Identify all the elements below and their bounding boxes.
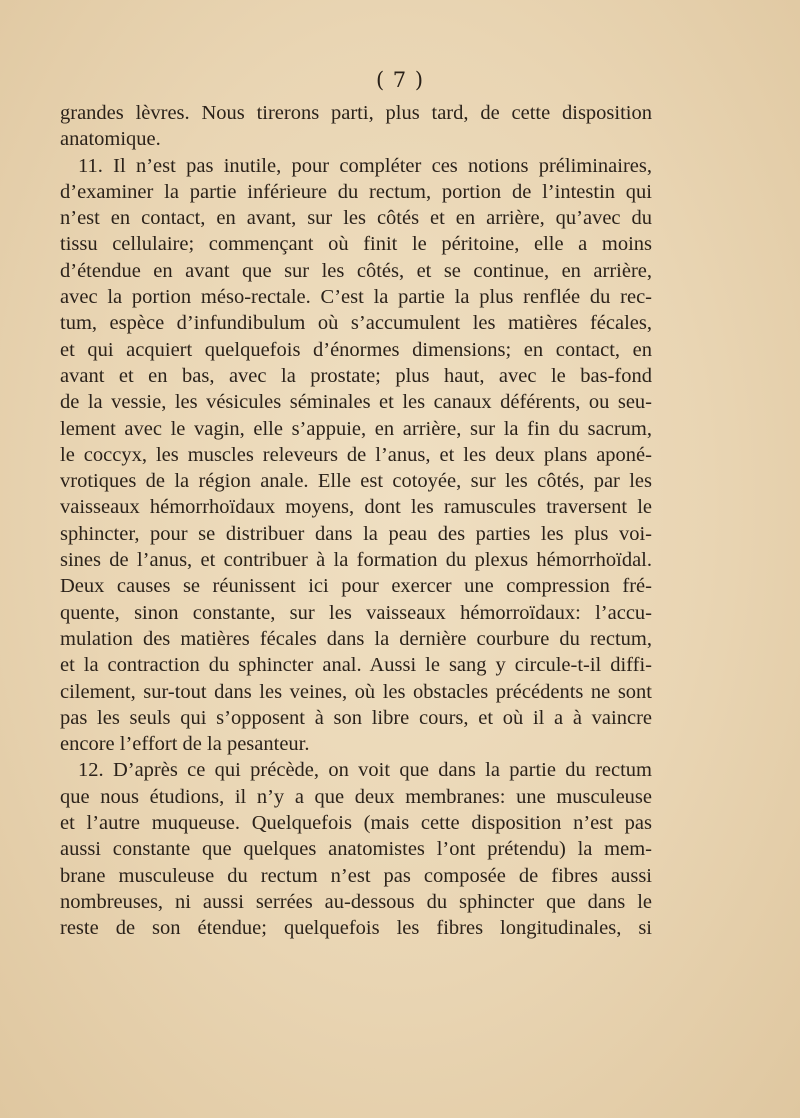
body-text [60,100,652,942]
text-line: de la vessie, les vésicules séminales et les canaux déférents, ou seu- [60,391,652,414]
text-line: n’est en contact, en avant, sur les côtés et en arrière, qu’avec du [60,207,652,230]
text-line: que nous étudions, il n’y a que deux membranes: une musculeuse [60,785,652,808]
text-line: et qui acquiert quelquefois d’énormes dimensions; en contact, en [60,338,652,361]
text-line: et l’autre muqueuse. Quelquefois (mais cette disposition n’est pas [60,812,652,835]
text-line: et la contraction du sphincter anal. Aussi le sang y circule-t-il diffi- [60,654,652,677]
text-line: cilement, sur-tout dans les veines, où les obstacles précédents ne sont [60,680,652,703]
page-number: ( 7 ) [375,68,425,92]
text-line: vrotiques de la région anale. Elle est cotoyée, sur les côtés, par les [60,470,652,493]
text-line: brane musculeuse du rectum n’est pas composée de fibres aussi [60,864,652,887]
text-line: sphincter, pour se distribuer dans la peau des parties les plus voi- [60,522,652,545]
text-line: 12. D’après ce qui précède, on voit que dans la partie du rectum [78,759,652,782]
text-line: 11. Il n’est pas inutile, pour compléter ces notions préliminaires, [78,154,652,177]
text-line: aussi constante que quelques anatomistes l’ont prétendu) la mem- [60,838,652,861]
text-line: avant et en bas, avec la prostate; plus haut, avec le bas-fond [60,364,652,387]
text-line: le coccyx, les muscles releveurs de l’anus, et les deux plans aponé- [60,443,652,466]
text-line: quente, sinon constante, sur les vaisseaux hémorroïdaux: l’accu- [60,601,652,624]
text-line: sines de l’anus, et contribuer à la formation du plexus hémorrhoïdal. [60,549,652,572]
text-line: d’examiner la partie inférieure du rectum, portion de l’intestin qui [60,180,652,203]
text-line: tum, espèce d’infundibulum où s’accumulent les matières fécales, [60,312,652,335]
text-line: tissu cellulaire; commençant où finit le péritoine, elle a moins [60,233,652,256]
text-line: reste de son étendue; quelquefois les fibres longitudinales, si [60,917,652,940]
text-line: nombreuses, ni aussi serrées au-dessous du sphincter que dans le [60,890,652,913]
text-line: pas les seuls qui s’opposent à son libre cours, et où il a à vaincre [60,706,652,729]
text-line: Deux causes se réunissent ici pour exercer une compression fré- [60,575,652,598]
text-line: avec la portion méso-rectale. C’est la partie la plus renflée du rec- [60,286,652,309]
text-line: anatomique. [60,128,161,151]
text-line: encore l’effort de la pesanteur. [60,733,310,756]
text-line: vaisseaux hémorrhoïdaux moyens, dont les ramuscules traversent le [60,496,652,519]
text-line: grandes lèvres. Nous tirerons parti, plus tard, de cette disposition [60,102,652,124]
text-line: lement avec le vagin, elle s’appuie, en arrière, sur la fin du sacrum, [60,417,652,440]
text-line: d’étendue en avant que sur les côtés, et se continue, en arrière, [60,259,652,282]
text-line: mulation des matières fécales dans la dernière courbure du rectum, [60,627,652,650]
